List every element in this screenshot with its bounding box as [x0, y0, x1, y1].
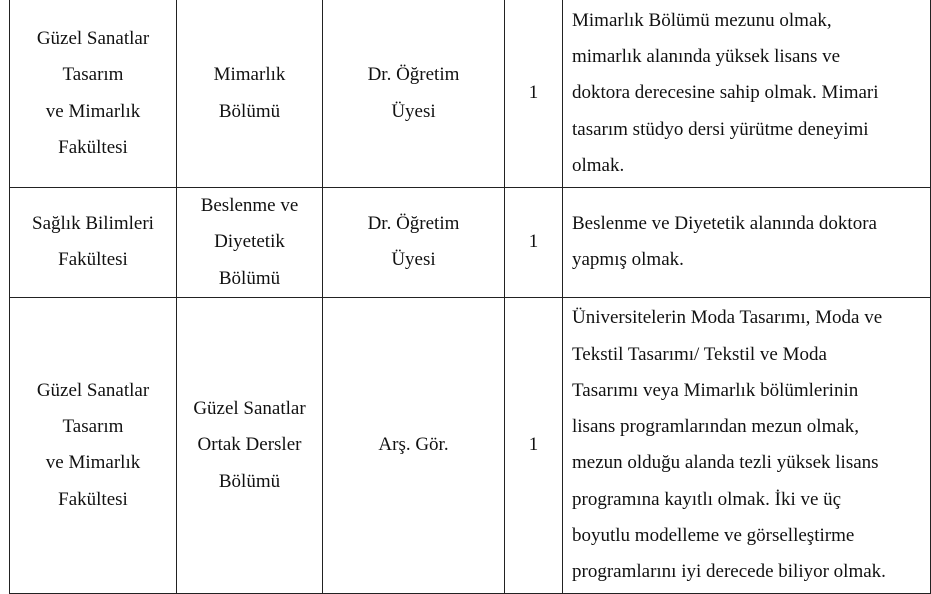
count-value: 1	[528, 82, 539, 104]
faculty-cell	[10, 0, 177, 188]
faculty-line: ve Mimarlık	[45, 100, 141, 122]
requirements-line: Tasarımı veya Mimarlık bölümlerinin	[572, 379, 859, 401]
title-line: Dr. Öğretim	[367, 213, 460, 235]
title-cell	[323, 188, 505, 298]
faculty-line: Güzel Sanatlar	[36, 27, 150, 49]
count-cell	[505, 0, 563, 188]
faculty-line: Sağlık Bilimleri	[32, 213, 154, 235]
requirements-line: programlarını iyi derecede biliyor olmak.	[572, 561, 886, 583]
department-line: Bölümü	[218, 470, 281, 492]
department-line: Ortak Dersler	[197, 434, 302, 456]
faculty-line: Fakültesi	[58, 488, 128, 510]
count-value: 1	[528, 434, 539, 456]
department-line: Beslenme ve	[200, 195, 299, 216]
requirements-line: mezun olduğu alanda tezli yüksek lisans	[572, 452, 879, 474]
faculty-line: Fakültesi	[58, 136, 128, 158]
department-line: Bölümü	[218, 267, 281, 289]
requirements-line: tasarım stüdyo dersi yürütme deneyimi	[572, 118, 869, 140]
faculty-line: ve Mimarlık	[45, 452, 141, 474]
department-cell	[177, 188, 323, 298]
requirements-cell	[563, 297, 931, 593]
faculty-cell	[10, 297, 177, 593]
department-cell	[177, 297, 323, 593]
requirements-line: programına kayıtlı olmak. İki ve üç	[572, 488, 842, 510]
table-row	[10, 0, 931, 188]
table-row	[10, 297, 931, 593]
title-line: Üyesi	[391, 100, 436, 122]
faculty-line: Tasarım	[62, 64, 124, 86]
requirements-line: Mimarlık Bölümü mezunu olmak,	[572, 9, 832, 31]
title-line: Üyesi	[391, 249, 436, 271]
faculty-line: Fakültesi	[58, 249, 128, 271]
requirements-line: yapmış olmak.	[572, 249, 684, 271]
faculty-line: Güzel Sanatlar	[36, 379, 150, 401]
requirements-line: lisans programlarından mezun olmak,	[572, 416, 860, 438]
requirements-cell	[563, 188, 931, 298]
title-cell	[323, 297, 505, 593]
faculty-cell	[10, 188, 177, 298]
requirements-line: mimarlık alanında yüksek lisans ve	[572, 46, 841, 68]
count-cell	[505, 188, 563, 298]
requirements-line: Beslenme ve Diyetetik alanında doktora	[572, 213, 877, 235]
department-cell	[177, 0, 323, 188]
requirements-line: Üniversitelerin Moda Tasarımı, Moda ve	[572, 307, 883, 329]
requirements-line: boyutlu modelleme ve görselleştirme	[572, 524, 855, 546]
title-line: Dr. Öğretim	[367, 64, 460, 86]
requirements-line: Tekstil Tasarımı/ Tekstil ve Moda	[572, 343, 827, 365]
department-line: Bölümü	[218, 100, 281, 122]
count-value: 1	[528, 231, 539, 253]
faculty-line: Tasarım	[62, 416, 124, 438]
department-line: Diyetetik	[214, 231, 285, 253]
position-table	[9, 0, 931, 594]
title-cell	[323, 0, 505, 188]
department-line: Mimarlık	[213, 64, 286, 86]
count-cell	[505, 297, 563, 593]
title-line: Arş. Gör.	[378, 434, 449, 456]
table-row	[10, 188, 931, 298]
requirements-line: olmak.	[572, 154, 625, 176]
requirements-cell	[563, 0, 931, 188]
requirements-line: doktora derecesine sahip olmak. Mimari	[572, 82, 879, 104]
department-line: Güzel Sanatlar	[193, 397, 306, 419]
